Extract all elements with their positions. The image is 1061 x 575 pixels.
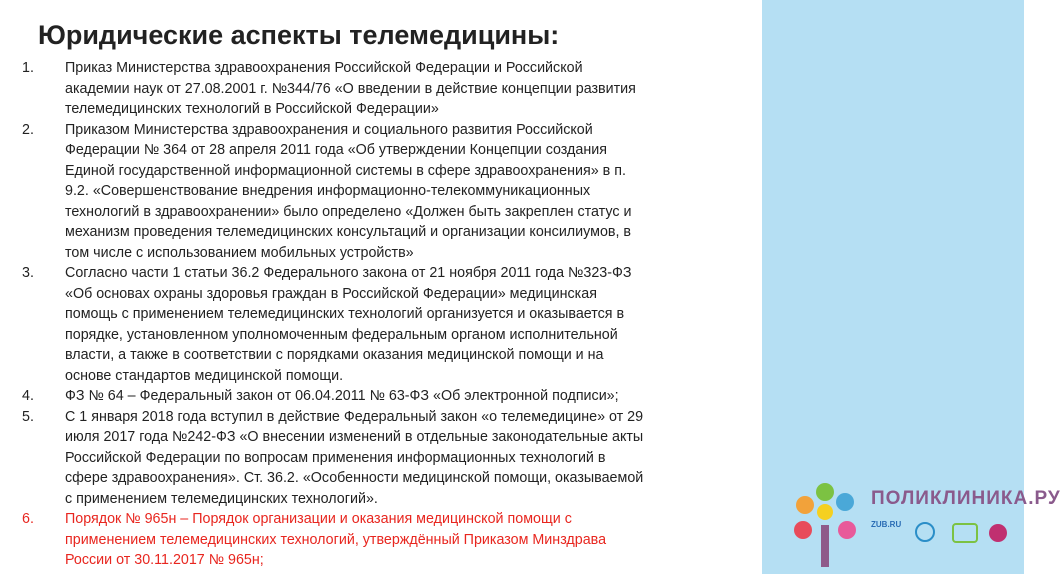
list-item-line: ФЗ № 64 – Федеральный закон от 06.04.2011 № 63-ФЗ «Об электронной подписи»; [65, 388, 619, 404]
list-item [0, 263, 760, 386]
list-item [0, 509, 760, 571]
list-item-line: июля 2017 года №242-ФЗ «О внесении изменений в отдельные законодательные акты [65, 429, 644, 445]
list-item-line: технологий в здравоохранении» было определено «Должен быть закреплен статус и [65, 203, 632, 220]
list-item-line: власти, а также в соответствии с порядками оказания медицинской помощи и на [65, 347, 604, 363]
list-item-line: Единой государственной информационной системы в сфере здравоохранения» в п. [65, 162, 626, 179]
list-item-line: Федерации № 364 от 28 апреля 2011 года «Об утверждении Концепции создания [65, 142, 607, 158]
list-item-line: телемедицинских технологий в Российской Федерации» [65, 101, 439, 117]
list-item [0, 58, 760, 120]
list-item-line: «Об основах охраны здоровья граждан в Российской Федерации» медицинская [65, 285, 597, 302]
zub-logo: ZUB.RU [871, 520, 902, 529]
list-item-line: Согласно части 1 статьи 36.2 Федерального закона от 21 ноября 2011 года №323-ФЗ [65, 265, 632, 281]
list-item-line: механизм проведения телемедицинских консультаций и организации консилиумов, в [65, 224, 632, 240]
list-number: 3. [22, 265, 34, 281]
list-item-line: порядке, установленном уполномоченным федеральным органом исполнительной [65, 326, 618, 343]
list-item-line: применением телемедицинских технологий, утверждённый Приказом Минздрава [65, 531, 607, 548]
list-item-line: основе стандартов медицинской помощи. [65, 367, 344, 384]
list-number: 1. [22, 60, 34, 76]
list-item-line: академии наук от 27.08.2001 г. №344/76 «О введении в действие концепции развития [65, 80, 636, 97]
list-item-line: с применением телемедицинских технологий». [65, 490, 378, 507]
list-item [0, 407, 760, 510]
list-item-line: С 1 января 2018 года вступил в действие Федеральный закон «о телемедицине» от 29 [65, 408, 644, 425]
list-item-line: помощь с применением телемедицинских технологий организуется и оказывается в [65, 306, 625, 322]
list-item-line: 9.2. «Совершенствование внедрения информационно-телекоммуникационных [65, 183, 591, 199]
list-item [0, 386, 760, 407]
list-number: 5. [22, 408, 34, 425]
list-item [0, 120, 760, 264]
list-item-line: России от 30.11.2017 № 965н; [65, 552, 264, 568]
brand-name: ПОЛИКЛИНИКА.РУ [871, 488, 1061, 509]
partner-icons [913, 518, 1013, 558]
poliklinika-logo [785, 480, 1061, 570]
list-item-line: сфере здравоохранения». Ст. 36.2. «Особенности медицинской помощи, оказываемой [65, 470, 644, 486]
slide-title: Юридические аспекты телемедицины: [38, 20, 560, 50]
list-item-line: том числе с использованием мобильных устройств» [65, 244, 414, 261]
list-number: 2. [22, 121, 34, 138]
list-number: 4. [22, 388, 34, 404]
legal-list [0, 58, 760, 571]
list-item-line: Приказ Министерства здравоохранения Российской Федерации и Российской [65, 60, 583, 76]
list-item-line: Приказом Министерства здравоохранения и социального развития Российской [65, 121, 593, 138]
tree-icon [785, 480, 865, 570]
list-item-line: Российской Федерации по вопросам применения информационных технологий в [65, 449, 606, 466]
list-number: 6. [22, 511, 34, 527]
list-item-line: Порядок № 965н – Порядок организации и оказания медицинской помощи с [65, 511, 572, 527]
